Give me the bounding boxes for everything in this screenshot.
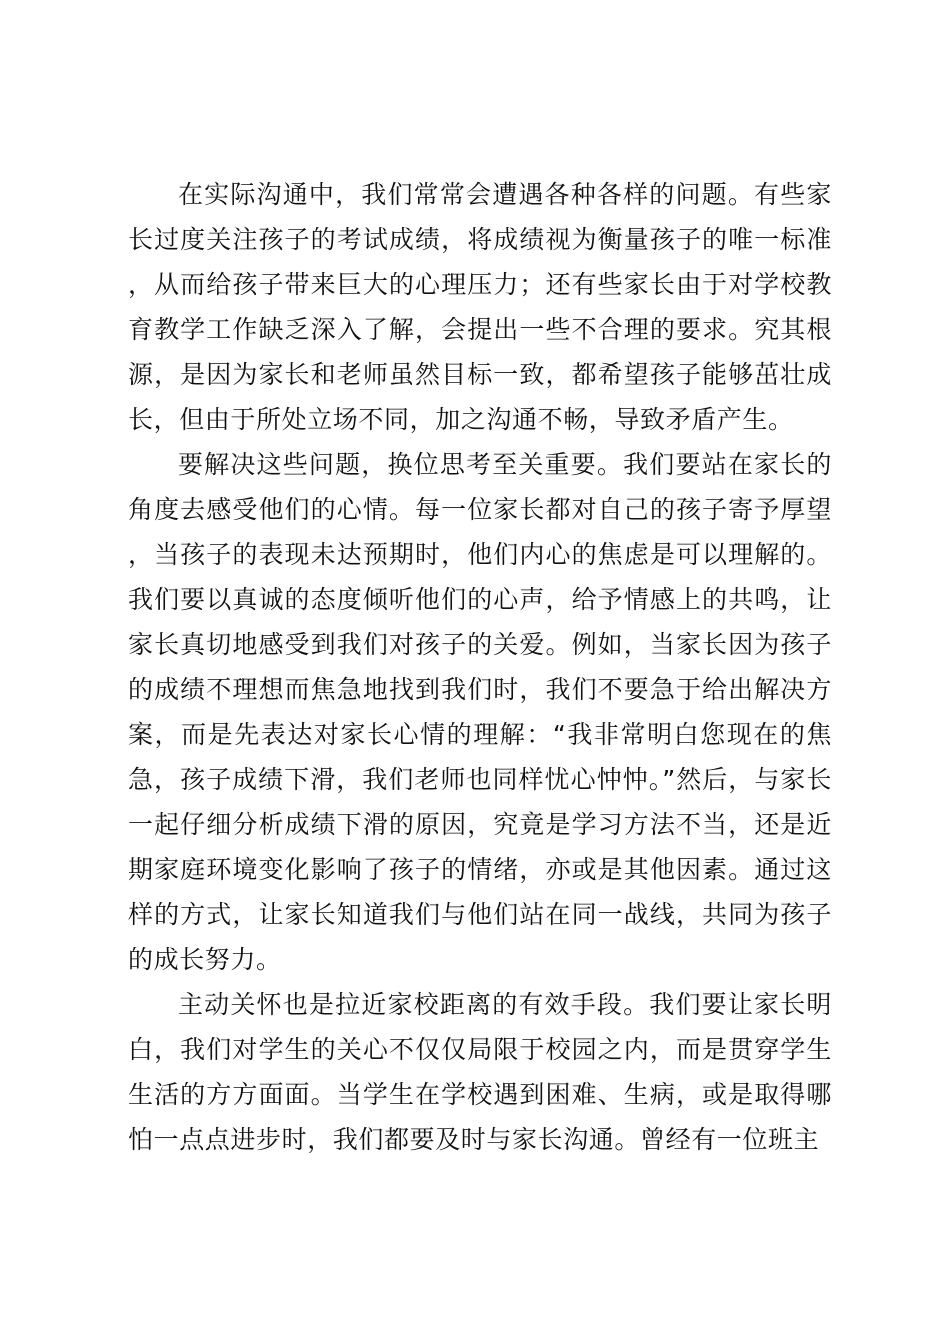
paragraph-2: 要解决这些问题，换位思考至关重要。我们要站在家长的角度去感受他们的心情。每一位家长都对自己的孩子寄予厚望，当孩子的表现未达预期时，他们内心的焦虑是可以理解的。我们要以真诚的态度倾听他们的心声，给予情感上的共鸣，让家长真切地感受到我们对孩子的关爱。例如，当家长因为孩子的成绩不理想而焦急地找到我们时，我们不要急于给出解决方案，而是先表达对家长心情的理解：“我非常明白您现在的焦急，孩子成绩下滑，我们老师也同样忧心忡忡。”然后，与家长一起仔细分析成绩下滑的原因，究竟是学习方法不当，还是近期家庭环境变化影响了孩子的情绪，亦或是其他因素。通过这样的方式，让家长知道我们与他们站在同一战线，共同为孩子的成长努力。 xyxy=(128,450,832,974)
paragraph-3: 主动关怀也是拉近家校距离的有效手段。我们要让家长明白，我们对学生的关心不仅仅局限于校园之内，而是贯穿学生生活的方方面面。当学生在学校遇到困难、生病，或是取得哪怕一点点进步时，我们都要及时与家长沟通。曾经有一位班主 xyxy=(128,990,832,1154)
paragraph-1: 在实际沟通中，我们常常会遭遇各种各样的问题。有些家长过度关注孩子的考试成绩，将成绩视为衡量孩子的唯一标准，从而给孩子带来巨大的心理压力；还有些家长由于对学校教育教学工作缺乏深入了解，会提出一些不合理的要求。究其根源，是因为家长和老师虽然目标一致，都希望孩子能够茁壮成长，但由于所处立场不同，加之沟通不畅，导致矛盾产生。 xyxy=(128,180,832,434)
document-body xyxy=(128,172,832,1162)
